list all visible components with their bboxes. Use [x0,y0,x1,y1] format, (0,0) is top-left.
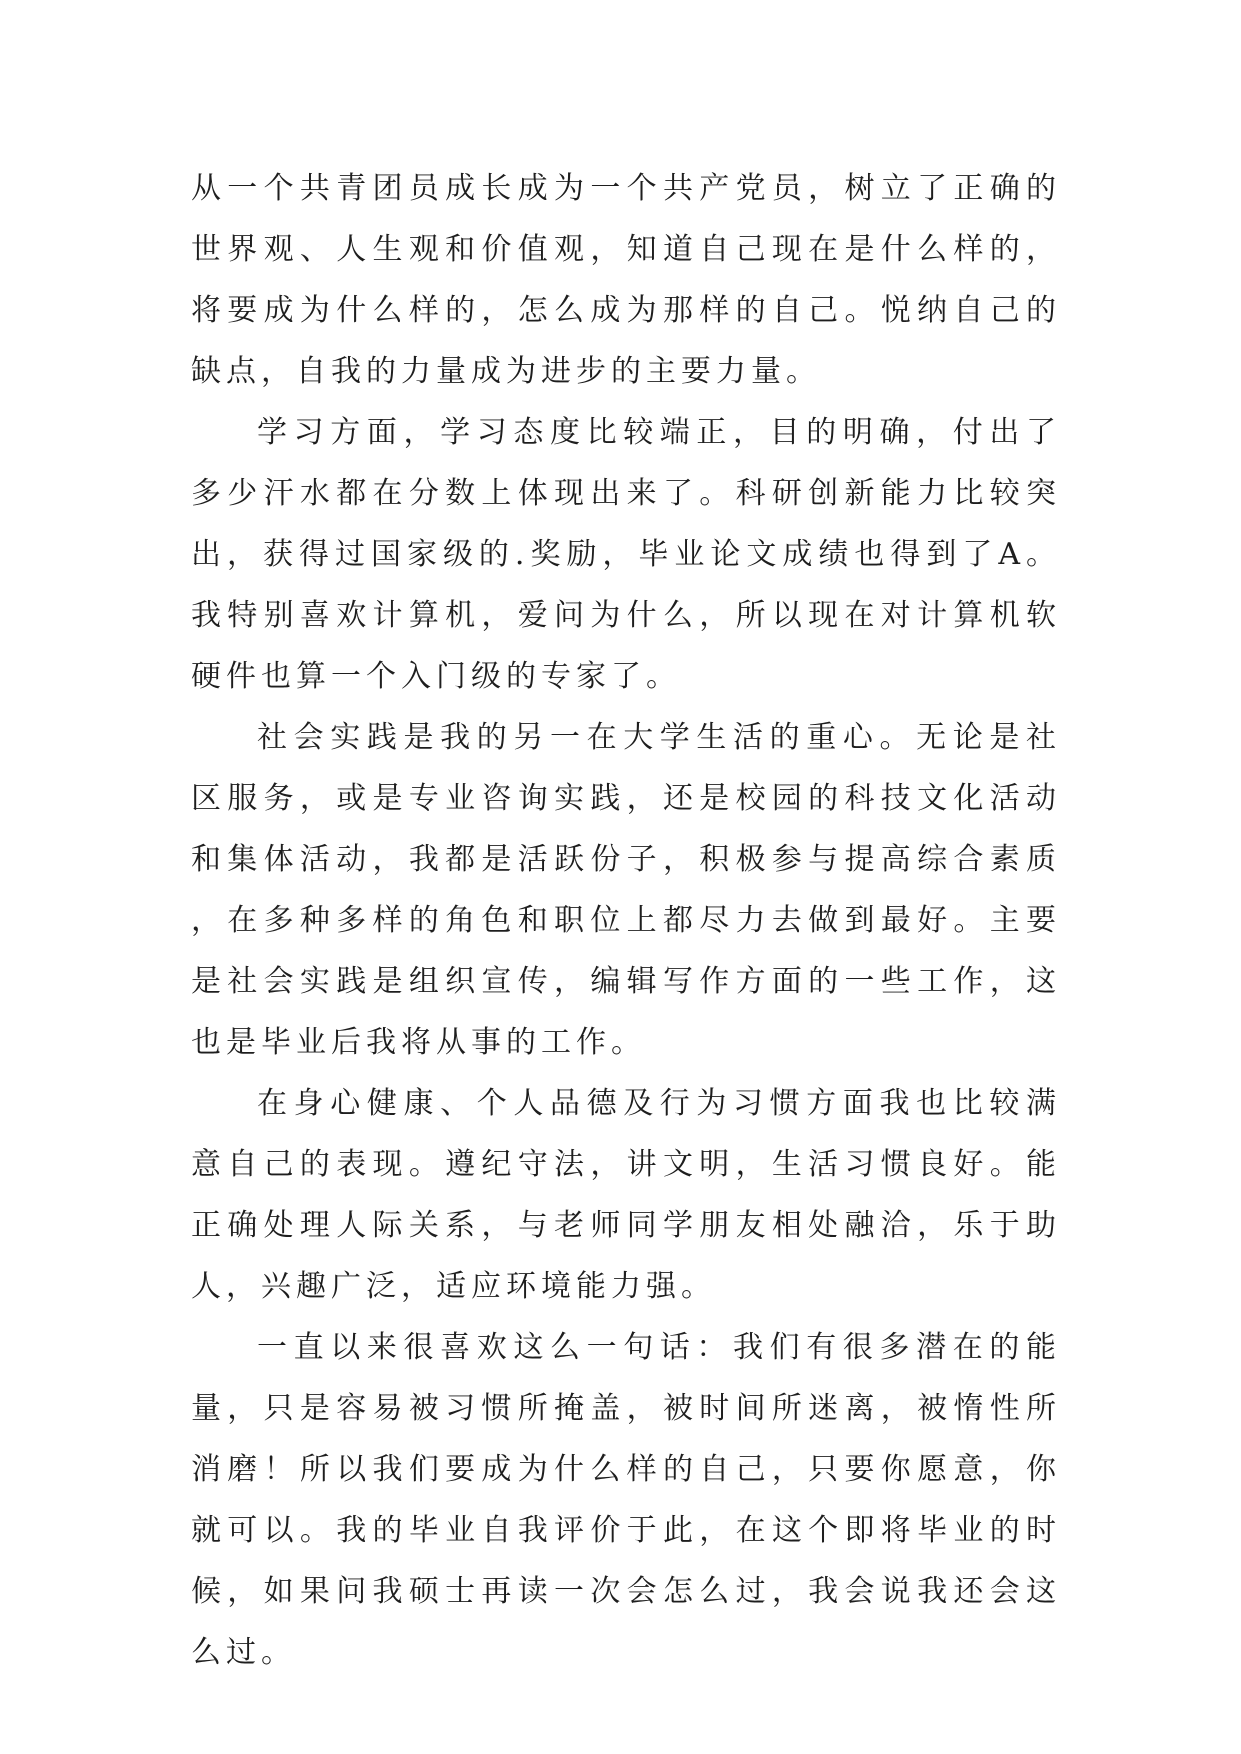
paragraph-health-character: 在身心健康、个人品德及行为习惯方面我也比较满意自己的表现。遵纪守法，讲文明，生活习惯良好。能正确处理人际关系，与老师同学朋友相处融洽，乐于助人，兴趣广泛，适应环境能力强。 [191,1086,1061,1304]
paragraph-worldview: 从一个共青团员成长成为一个共产党员，树立了正确的世界观、人生观和价值观，知道自己现在是什么样的，将要成为什么样的，怎么成为那样的自己。悦纳自己的缺点，自我的力量成为进步的主要力量。 [191,171,1061,389]
paragraph-conclusion: 一直以来很喜欢这么一句话：我们有很多潜在的能量，只是容易被习惯所掩盖，被时间所迷离，被惰性所消磨！所以我们要成为什么样的自己，只要你愿意，你就可以。我的毕业自我评价于此，在这个即将毕业的时候，如果问我硕士再读一次会怎么过，我会说我还会这么过。 [191,1330,1061,1670]
document-body [191,158,1061,1683]
paragraph-social-practice: 社会实践是我的另一在大学生活的重心。无论是社区服务，或是专业咨询实践，还是校园的科技文化活动和集体活动，我都是活跃份子，积极参与提高综合素质，在多种多样的角色和职位上都尽力去做到最好。主要是社会实践是组织宣传，编辑写作方面的一些工作，这也是毕业后我将从事的工作。 [191,720,1061,1060]
paragraph-study: 学习方面，学习态度比较端正，目的明确，付出了多少汗水都在分数上体现出来了。科研创新能力比较突出，获得过国家级的.奖励，毕业论文成绩也得到了A。我特别喜欢计算机，爱问为什么，所以现在对计算机软硬件也算一个入门级的专家了。 [191,415,1061,694]
